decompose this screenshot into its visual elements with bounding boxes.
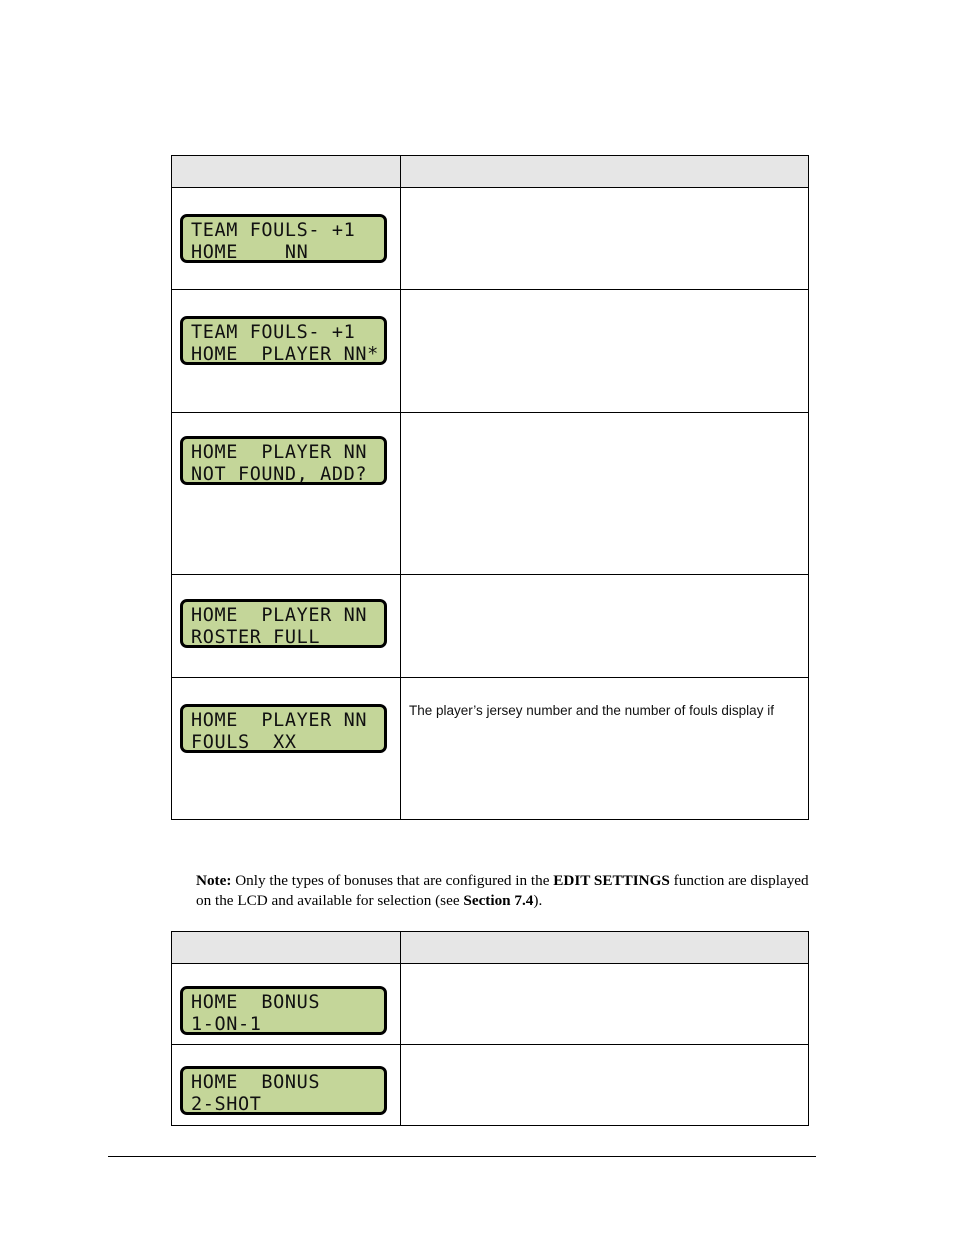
lcd-cell bbox=[172, 678, 401, 820]
lcd-cell bbox=[172, 413, 401, 575]
description-cell bbox=[401, 964, 809, 1045]
description-cell bbox=[401, 188, 809, 290]
description-cell bbox=[401, 575, 809, 678]
note-bold-edit-settings: EDIT SETTINGS bbox=[553, 872, 670, 889]
lcd-display bbox=[180, 214, 387, 263]
lcd-table-bonus bbox=[171, 931, 809, 1126]
header-cell-description bbox=[401, 156, 809, 188]
lcd-line-2: 2-SHOT bbox=[191, 1094, 262, 1115]
header-cell-lcd bbox=[172, 156, 401, 188]
table-row bbox=[172, 575, 809, 678]
note-paragraph bbox=[196, 871, 816, 911]
lcd-line-1: HOME PLAYER NN bbox=[191, 605, 368, 626]
lcd-cell bbox=[172, 964, 401, 1045]
lcd-display bbox=[180, 704, 387, 753]
header-cell-lcd bbox=[172, 932, 401, 964]
lcd-line-2: ROSTER FULL bbox=[191, 627, 321, 648]
description-cell bbox=[401, 290, 809, 413]
note-bold-section: Section 7.4 bbox=[463, 892, 534, 909]
table-row bbox=[172, 678, 809, 820]
lcd-line-1: TEAM FOULS- +1 bbox=[191, 220, 356, 241]
footer-rule bbox=[108, 1156, 816, 1157]
table-row bbox=[172, 413, 809, 575]
table-row bbox=[172, 290, 809, 413]
note-label: Note: bbox=[196, 872, 232, 889]
lcd-display bbox=[180, 316, 387, 365]
lcd-line-2: HOME PLAYER NN* bbox=[191, 344, 379, 365]
lcd-display bbox=[180, 436, 387, 485]
note-text: function are displayed on the LCD and available for selection (see bbox=[196, 872, 809, 909]
lcd-display bbox=[180, 986, 387, 1035]
lcd-line-1: HOME BONUS bbox=[191, 1072, 321, 1093]
lcd-line-2: HOME NN bbox=[191, 242, 309, 263]
lcd-cell bbox=[172, 1045, 401, 1126]
lcd-line-1: HOME PLAYER NN bbox=[191, 710, 368, 731]
table-row bbox=[172, 964, 809, 1045]
lcd-table-fouls bbox=[171, 155, 809, 820]
table-row bbox=[172, 1045, 809, 1126]
header-cell-description bbox=[401, 932, 809, 964]
lcd-line-1: TEAM FOULS- +1 bbox=[191, 322, 356, 343]
table-row bbox=[172, 188, 809, 290]
description-cell bbox=[401, 1045, 809, 1126]
note-text: ). bbox=[533, 892, 543, 909]
lcd-line-1: HOME PLAYER NN bbox=[191, 442, 368, 463]
lcd-cell bbox=[172, 575, 401, 678]
description-cell: The player’s jersey number and the number of fouls display if bbox=[401, 678, 809, 820]
table-header-row bbox=[172, 932, 809, 964]
table-header-row bbox=[172, 156, 809, 188]
lcd-line-2: NOT FOUND, ADD? bbox=[191, 464, 368, 485]
lcd-cell bbox=[172, 290, 401, 413]
lcd-line-2: 1-ON-1 bbox=[191, 1014, 262, 1035]
lcd-display bbox=[180, 1066, 387, 1115]
lcd-line-2: FOULS XX bbox=[191, 732, 297, 753]
lcd-line-1: HOME BONUS bbox=[191, 992, 321, 1013]
note-text: Only the types of bonuses that are configured in the bbox=[231, 872, 554, 889]
lcd-cell bbox=[172, 188, 401, 290]
description-cell bbox=[401, 413, 809, 575]
lcd-display bbox=[180, 599, 387, 648]
